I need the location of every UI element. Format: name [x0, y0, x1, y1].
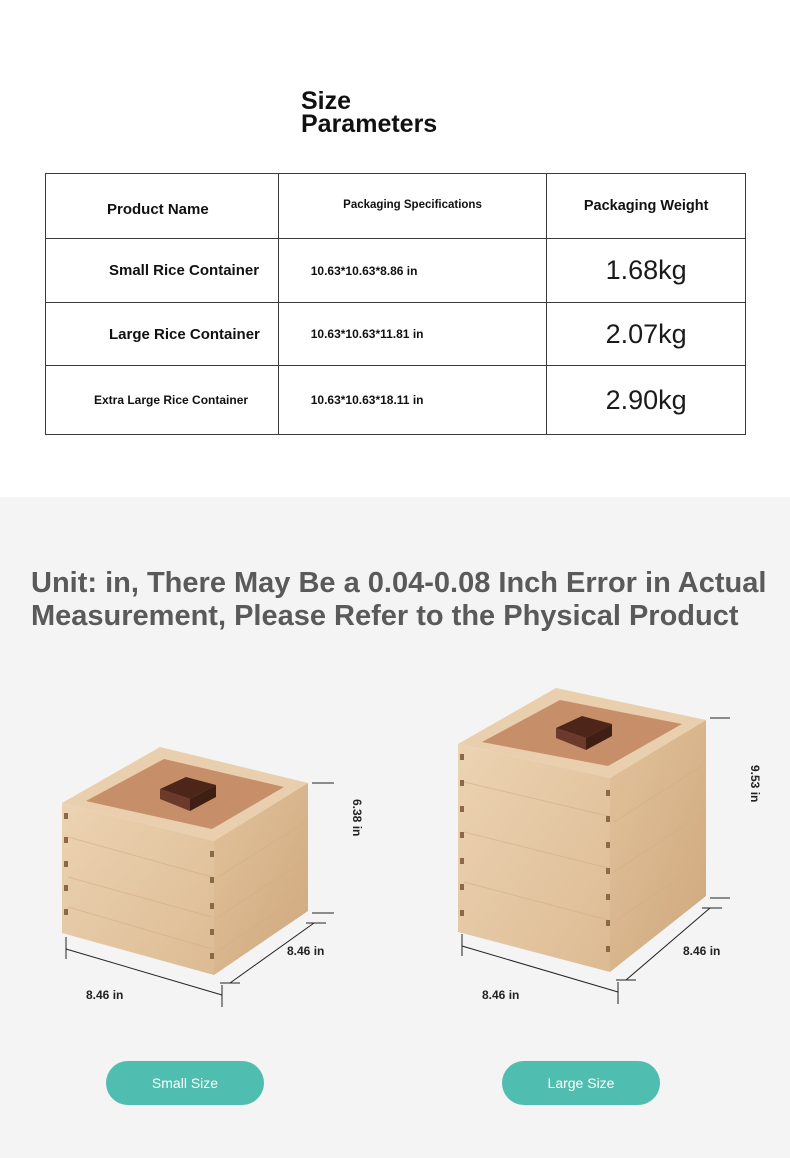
product-weight-cell: 2.07kg	[547, 303, 746, 366]
product-name-cell: Extra Large Rice Container	[46, 366, 279, 435]
spec-table	[45, 173, 746, 435]
small-width-dimension: 8.46 in	[86, 988, 124, 1002]
table-row	[46, 366, 746, 435]
size-parameters-section	[0, 0, 790, 497]
product-name-cell: Large Rice Container	[46, 303, 279, 366]
product-name-cell: Small Rice Container	[46, 239, 279, 303]
dimensions-section	[0, 497, 790, 1158]
title-line-2: Parameters	[301, 110, 438, 138]
large-depth-dimension: 8.46 in	[683, 944, 721, 958]
large-size-button[interactable]: Large Size	[502, 1061, 660, 1105]
product-spec-cell: 10.63*10.63*18.11 in	[278, 366, 547, 435]
page-title	[301, 87, 438, 138]
header-packaging-weight: Packaging Weight	[547, 174, 746, 239]
large-width-dimension: 8.46 in	[482, 988, 520, 1002]
table-header-row	[46, 174, 746, 239]
table-row	[46, 303, 746, 366]
table-row	[46, 239, 746, 303]
product-weight-cell: 1.68kg	[547, 239, 746, 303]
product-spec-cell: 10.63*10.63*11.81 in	[278, 303, 547, 366]
small-depth-dimension: 8.46 in	[287, 944, 325, 958]
small-height-dimension: 6.38 in	[350, 799, 364, 837]
large-height-dimension: 9.53 in	[748, 765, 762, 803]
wooden-rice-box-large-image	[452, 682, 772, 1022]
header-packaging-spec: Packaging Specifications	[278, 174, 547, 239]
wooden-rice-box-small-image	[56, 737, 356, 1017]
product-spec-cell: 10.63*10.63*8.86 in	[278, 239, 547, 303]
product-weight-cell: 2.90kg	[547, 366, 746, 435]
small-size-button[interactable]: Small Size	[106, 1061, 264, 1105]
title-line-1: Size	[301, 87, 352, 115]
measurement-note: Unit: in, There May Be a 0.04-0.08 Inch Error in Actual Measurement, Please Refer to the Physical Product	[31, 567, 767, 632]
header-product-name: Product Name	[46, 174, 279, 239]
